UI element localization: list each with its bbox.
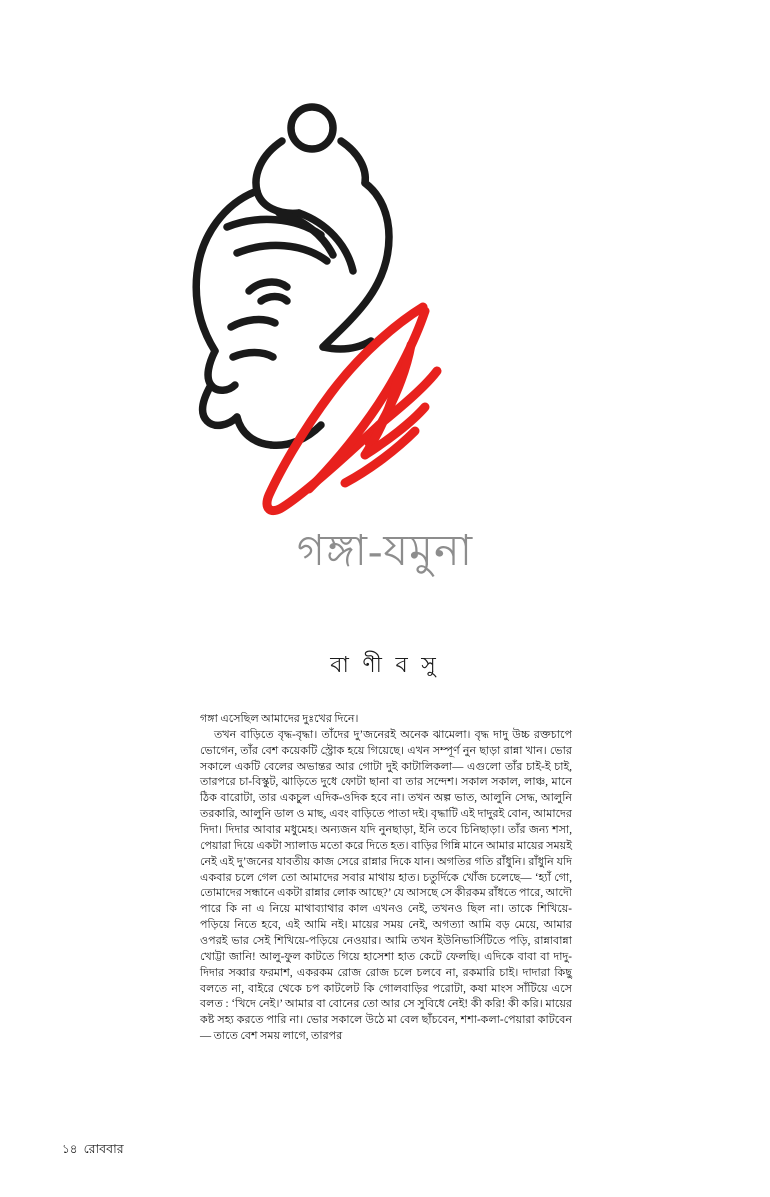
page-title: গঙ্গা-যমুনা [296,528,474,575]
page-footer [62,1141,124,1161]
body-text-column [200,712,572,1045]
body-paragraph: গঙ্গা এসেছিল আমাদের দুঃখের দিনে। [200,713,359,725]
publication-name: রোববার [83,1142,124,1156]
title-block [0,528,770,575]
woman-head-line-art-icon [175,95,595,525]
page-number: ১৪ [62,1142,78,1156]
author-name: বা ণী ব সু [330,652,440,677]
illustration-container [0,95,770,525]
body-paragraph: তখন বাড়িতে বৃদ্ধ-বৃদ্ধা। তাঁদের দু’জনেরই অনেক ঝামেলা। বৃদ্ধ দাদু উচ্চ রক্তচাপে ভোগেন, তাঁর বেশ কয়েকটি স্ট্রোক হয়ে গিয়েছে। এখন সম্পূর্ণ নুন ছাড়া রান্না খান। ভোর সকালে একটি বেলের অভান্তর আর গোটা দুই কাটালিকলা— এগুলো তাঁর চাই-ই চাই, তারপরে চা-বিস্কুট, ঝাড়িতে দুধে ফোটা ছানা বা তার সন্দেশ। সকাল সকাল, লাঞ্চ, মানে ঠিক বারোটা, তার একচুল এদিক-ওদিক হবে না। তখন অল্প ভাত, আলুনি সেদ্ধ, আলুনি তরকারি, আলুনি ডাল ও মাছ, এবং বাড়িতে পাতা দই। বৃদ্ধাটি এই দাদুরই বোন, আমাদের দিদা। দিদার আবার মধুমেহ। অন্যজন যদি নুনছাড়া, ইনি তবে চিনিছাড়া। তাঁর জন্য শসা, পেয়ারা দিয়ে একটা স্যালাড মতো করে দিতে হত। বাড়ির গিন্নি মানে আমার মায়ের সময়ই নেই এই দু’জনের যাবতীয় কাজ সেরে রান্নার দিকে যান। অগতির গতি রাঁধুনি। রাঁধুনি যদি একবার চলে গেল তো আমাদের সবার মাথায় হাত। চতুর্দিকে খোঁজ চলেছে— ‘হ্যাঁ গো, তোমাদের সন্ধানে একটা রান্নার লোক আছে?’ যে আসছে সে কীরকম রাঁধতে পারে, আদৌ পারে কি না এ নিয়ে মাথাব্যাথার কাল এখনও নেই, তখনও ছিল না। তাকে শিখিয়ে-পড়িয়ে নিতে হবে, এই আমি নই। মায়ের সময় নেই, অগত্যা আমি বড় মেয়ে, আমার ওপরই ভার সেই শিখিয়ে-পড়িয়ে নেওয়ার। আমি তখন ইউনিভার্সিটিতে পড়ি, রান্নাবান্না খোট্টা জানি! আলু-ফুল কাটতে গিয়ে হাসেশা হাত কেটে ফেলছি। এদিকে বাবা বা দাদু-দিদার সব্বার ফরমাশ, একরকম রোজ রোজ চলে চলবে না, রকমারি চাই। দাদারা কিছু বলতে না, বাইরে থেকে চপ কাটলেট কি গোলবাড়ির পরোটা, কষা মাংস সাঁটিয়ে এসে বলত : ‘খিদে নেই।’ আমার বা বোনের তো আর সে সুবিধে নেই! কী করি! কী করি। মায়ের কষ্ট সহ্য করতে পারি না। ভোর সকালে উঠে মা বেল ছাঁচবেন, শশা-কলা-পেয়ারা কাটবেন— তাতে বেশ সময় লাগে, তারপর [200,728,572,1043]
author-block [0,648,770,685]
